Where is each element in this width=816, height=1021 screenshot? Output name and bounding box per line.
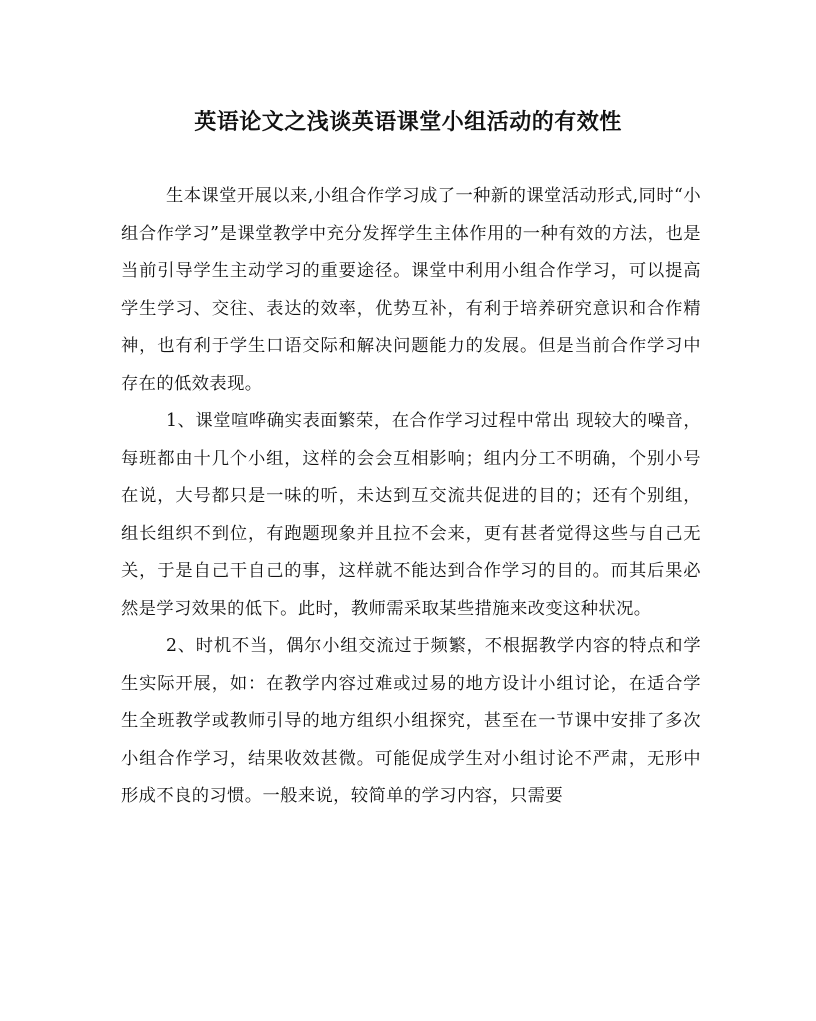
paragraph-intro: 生本课堂开展以来,小组合作学习成了一种新的课堂活动形式,同时“小组合作学习”是课堂教学中充分发挥学生主体作用的一种有效的方法，也是当前引导学生主动学习的重要途径。课堂中利用小组合作学习，可以提高学生学习、交往、表达的效率，优势互补，有利于培养研究意识和合作精神，也有利于学生口语交际和解决问题能力的发展。但是当前合作学习中存在的低效表现。: [121, 186, 701, 394]
document-title: 英语论文之浅谈英语课堂小组活动的有效性: [194, 109, 622, 135]
paragraph-point-1: 1、课堂喧哗确实表面繁荣，在合作学习过程中常出 现较大的噪音，每班都由十几个小组，这样的会会互相影响；组内分工不明确，个别小号在说，大号都只是一味的听，未达到互交流共促进的目的；还有个别组，组长组织不到位，有跑题现象并且拉不会来，更有甚者觉得这些与自己无关，于是自己干自己的事，这样就不能达到合作学习的目的。而其后果必然是学习效果的低下。此时，教师需采取某些措施来改变这种状况。: [121, 411, 701, 619]
paragraph-point-2: 2、时机不当，偶尔小组交流过于频繁，不根据教学内容的特点和学生实际开展，如：在教学内容过难或过易的地方设计小组讨论，在适合学生全班教学或教师引导的地方组织小组探究，甚至在一节课中安排了多次小组合作学习，结果收效甚微。可能促成学生对小组讨论不严肃，无形中形成不良的习惯。一般来说，较简单的学习内容，只需要: [121, 636, 701, 806]
document-body: [121, 178, 701, 816]
